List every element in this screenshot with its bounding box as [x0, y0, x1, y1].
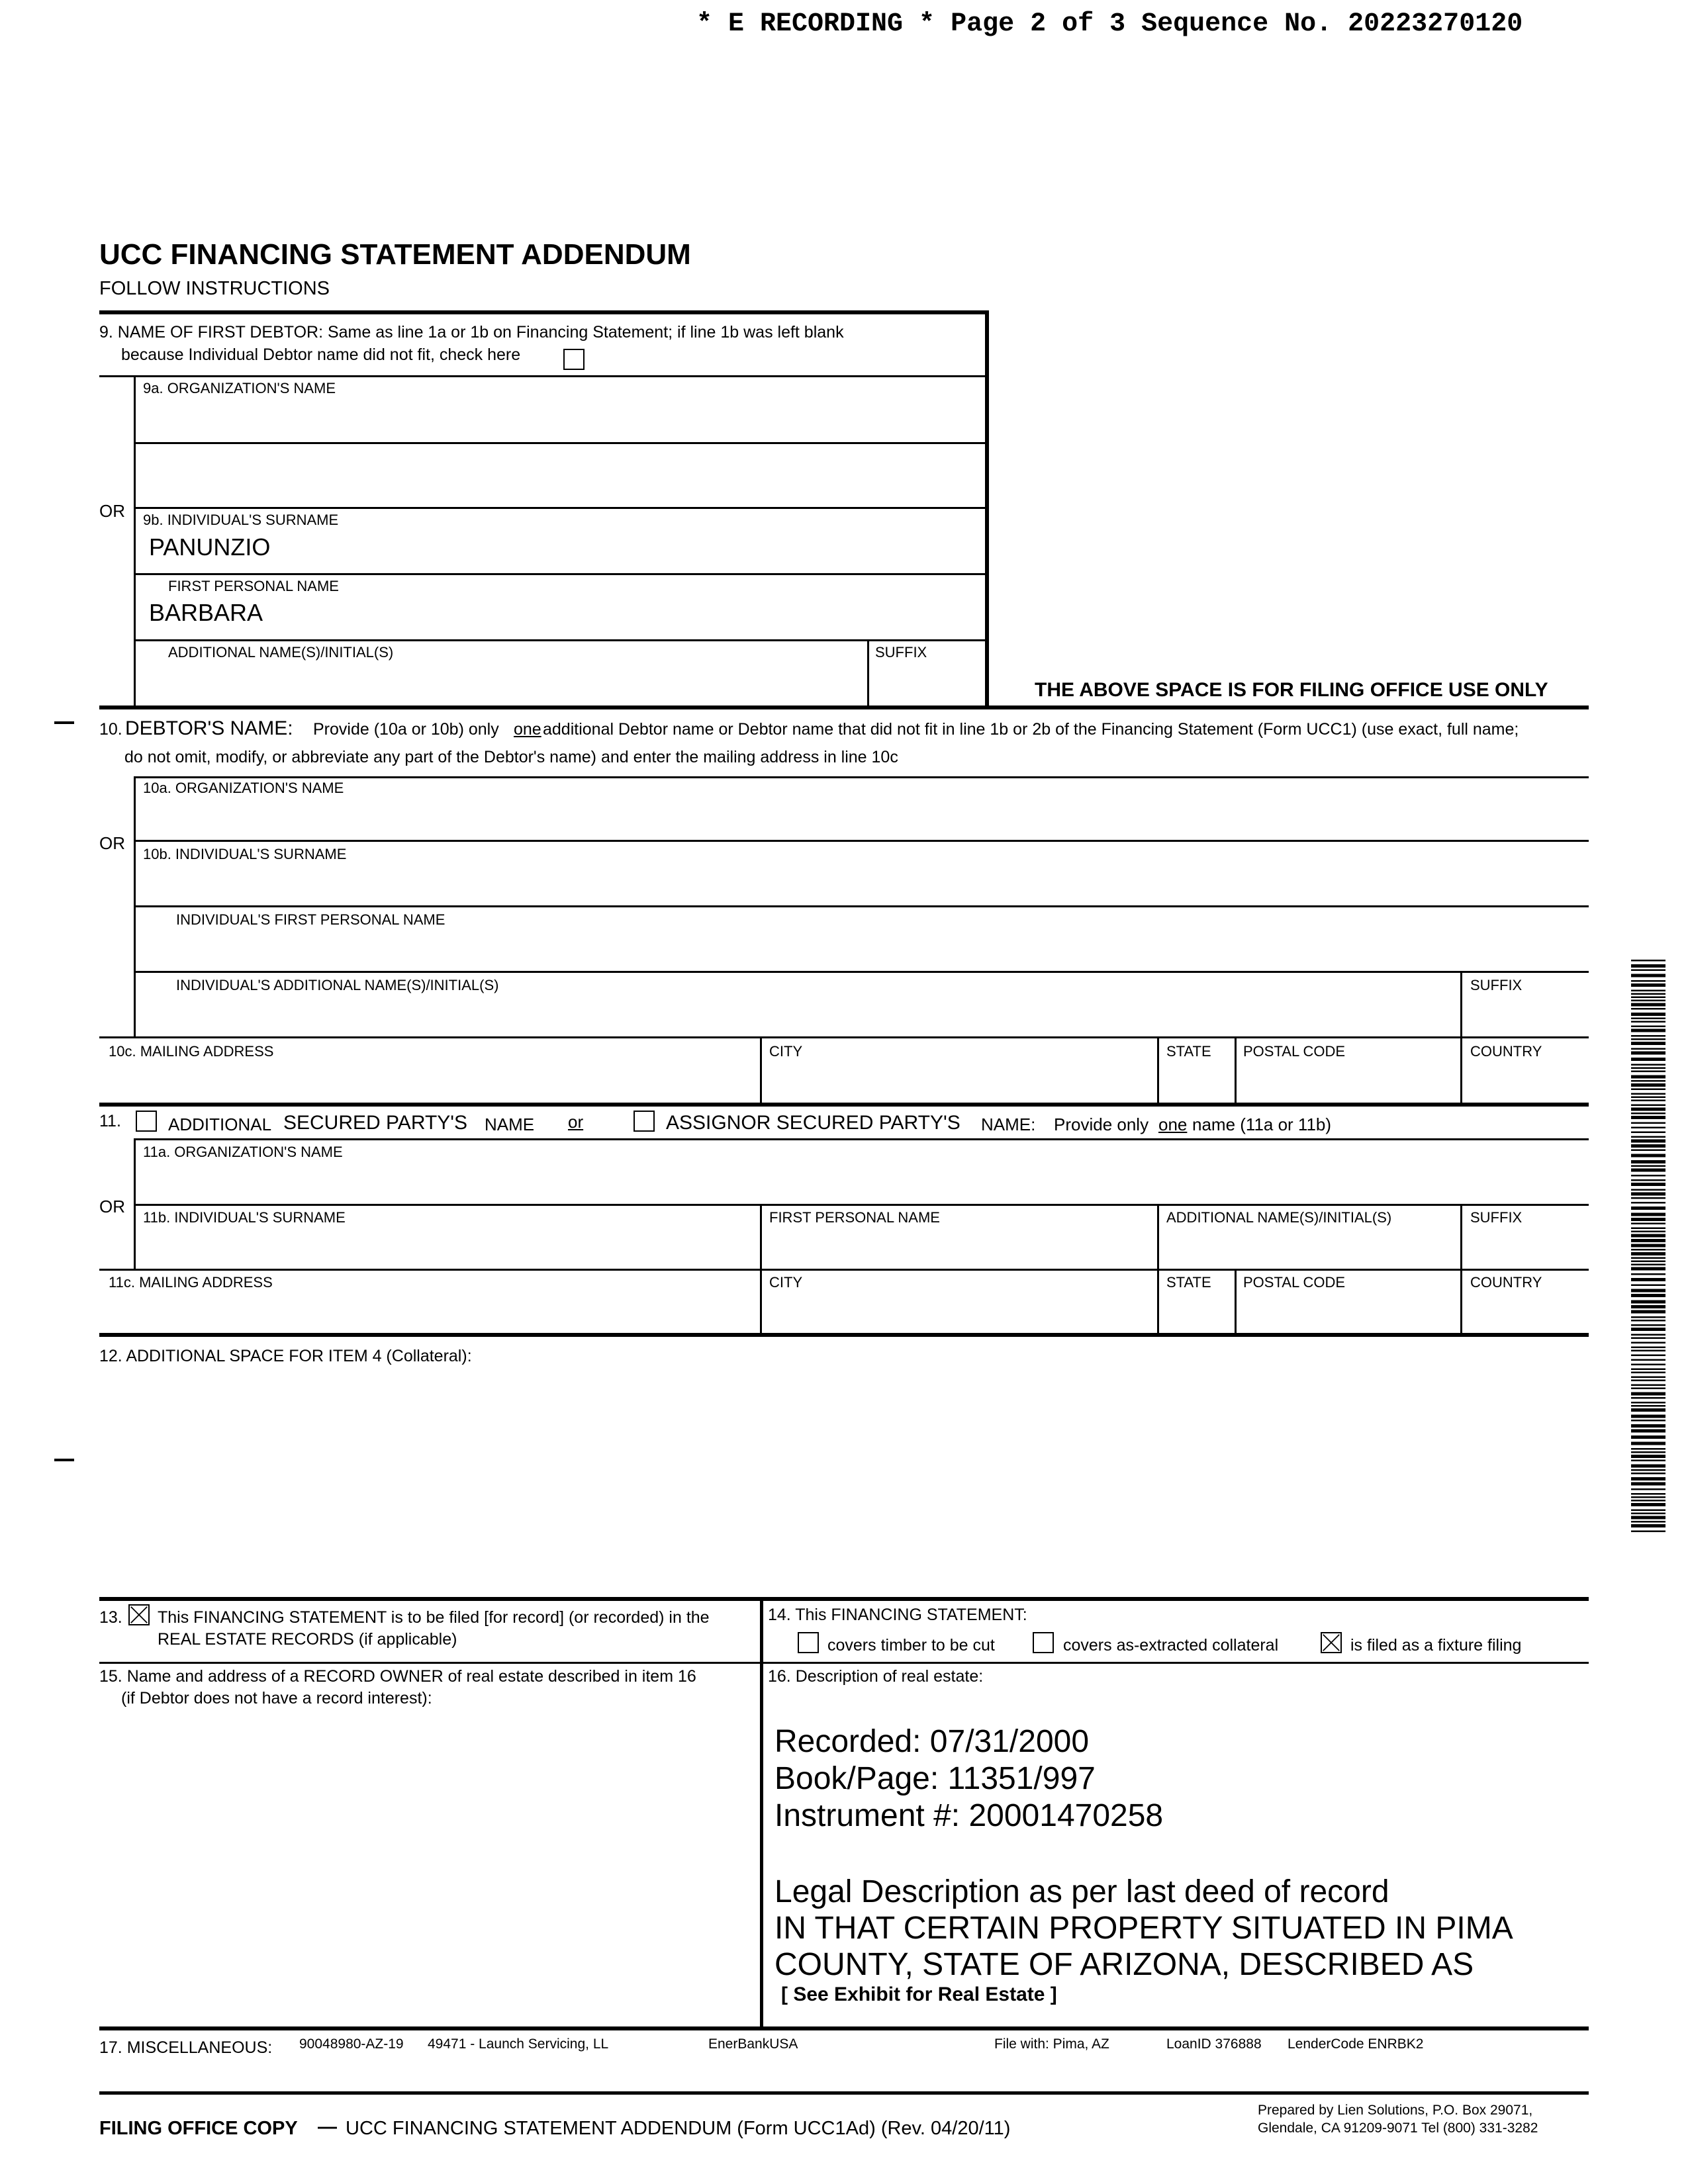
s11-first-divider: [760, 1204, 762, 1335]
s10-suffix-label: SUFFIX: [1470, 977, 1523, 993]
s12-label: 12. ADDITIONAL SPACE FOR ITEM 4 (Collateral):: [99, 1347, 472, 1365]
barcode-bar: [1631, 1359, 1665, 1361]
barcode-bar: [1631, 1154, 1665, 1158]
s10-rule-d: [134, 971, 1589, 973]
s10-text-b: additional Debtor name or Debtor name that did not fit in line 1b or 2b of the Financing Statement (Form UCC1) (use exact, full name;: [543, 720, 1519, 739]
barcode-bar: [1631, 1052, 1665, 1055]
s16-recorded: Recorded: 07/31/2000: [774, 1724, 1090, 1759]
footer-copy-label: FILING OFFICE COPY: [99, 2118, 298, 2139]
barcode-bar: [1631, 1144, 1665, 1148]
barcode-bar: [1631, 1249, 1665, 1251]
barcode-bar: [1631, 1202, 1665, 1204]
s16-book-page: Book/Page: 11351/997: [774, 1761, 1096, 1796]
s10-state-divider: [1157, 1036, 1159, 1103]
footer-dash: —: [318, 2116, 337, 2138]
s9-check-box[interactable]: [563, 349, 585, 370]
barcode-bar: [1631, 970, 1665, 972]
barcode-bar: [1631, 1289, 1665, 1293]
s14-label: 14. This FINANCING STATEMENT:: [768, 1606, 1027, 1624]
barcode-bar: [1631, 1469, 1665, 1471]
barcode-bar: [1631, 1193, 1665, 1196]
barcode-bar: [1631, 1493, 1665, 1495]
barcode-bar: [1631, 1273, 1665, 1275]
barcode-bar: [1631, 1169, 1665, 1172]
barcode-bar: [1631, 1234, 1665, 1238]
s9-additional-name-label: ADDITIONAL NAME(S)/INITIAL(S): [168, 644, 394, 660]
barcode-bar: [1631, 1388, 1665, 1390]
barcode-bar: [1631, 1189, 1665, 1191]
s10-postal-label: POSTAL CODE: [1243, 1043, 1346, 1060]
barcode-bar: [1631, 1342, 1665, 1344]
s10-first-name-label: INDIVIDUAL'S FIRST PERSONAL NAME: [176, 911, 445, 928]
s10-rule-c: [134, 905, 1589, 907]
barcode-bar: [1631, 1377, 1665, 1379]
barcode-bar: [1631, 1008, 1665, 1010]
barcode-bar: [1631, 1420, 1665, 1422]
s17-lender-code: LenderCode ENRBK2: [1288, 2036, 1424, 2052]
s15-label-line1: 15. Name and address of a RECORD OWNER of real estate described in item 16: [99, 1667, 696, 1686]
barcode-bar: [1631, 1510, 1665, 1512]
s11-or-word: or: [568, 1112, 584, 1132]
s11-assignor-label: ASSIGNOR SECURED PARTY'S: [666, 1112, 961, 1134]
s14-timber-check-box[interactable]: [798, 1632, 819, 1653]
s10-rule-b: [134, 840, 1589, 842]
barcode-image: [1631, 960, 1665, 1535]
barcode-bar: [1631, 1405, 1665, 1407]
barcode-bar: [1631, 1197, 1665, 1199]
barcode-bar: [1631, 1257, 1665, 1259]
s11-rule-b: [134, 1204, 1589, 1206]
barcode-bar: [1631, 1136, 1665, 1138]
barcode-bar: [1631, 990, 1665, 992]
barcode-bar: [1631, 1261, 1665, 1263]
barcode-bar: [1631, 1018, 1665, 1020]
s10-or-label: OR: [99, 833, 125, 853]
barcode-bar: [1631, 1068, 1665, 1069]
s9-rule-e: [134, 639, 989, 641]
barcode-bar: [1631, 1500, 1665, 1502]
s11-name-word: NAME: [485, 1115, 535, 1134]
s10a-label: 10a. ORGANIZATION'S NAME: [143, 780, 344, 796]
barcode-bar: [1631, 1503, 1665, 1506]
barcode-bar: [1631, 1320, 1665, 1322]
s10-text-one: one: [514, 720, 541, 739]
barcode-bar: [1631, 1285, 1665, 1287]
s9-top-rule: [99, 310, 989, 314]
barcode-bar: [1631, 1003, 1665, 1007]
s11-suffix-divider: [1460, 1204, 1462, 1335]
s11-provide-one: one: [1158, 1115, 1188, 1134]
s9b-surname-value: PANUNZIO: [149, 533, 271, 561]
barcode-bar: [1631, 1408, 1665, 1412]
s13-top-rule: [99, 1597, 1589, 1601]
s13-number: 13.: [99, 1608, 122, 1627]
barcode-bar: [1631, 1026, 1665, 1028]
s9-instruction-line1: 9. NAME OF FIRST DEBTOR: Same as line 1a or 1b on Financing Statement; if line 1b was left blank: [99, 323, 844, 341]
s9b-label: 9b. INDIVIDUAL'S SURNAME: [143, 512, 339, 528]
s10-additional-name-label: INDIVIDUAL'S ADDITIONAL NAME(S)/INITIAL(S): [176, 977, 499, 993]
barcode-bar: [1631, 1000, 1665, 1002]
s13-text-line2: REAL ESTATE RECORDS (if applicable): [158, 1630, 457, 1649]
barcode-bar: [1631, 1430, 1665, 1433]
s11a-label: 11a. ORGANIZATION'S NAME: [143, 1144, 343, 1160]
barcode-bar: [1631, 1097, 1665, 1099]
barcode-bar: [1631, 1132, 1665, 1134]
barcode-bar: [1631, 1038, 1665, 1040]
barcode-bar: [1631, 1310, 1665, 1314]
s17-servicer: 49471 - Launch Servicing, LL: [428, 2036, 609, 2052]
barcode-bar: [1631, 1402, 1665, 1404]
barcode-bar: [1631, 1179, 1665, 1181]
barcode-bar: [1631, 1048, 1665, 1050]
barcode-bar: [1631, 1415, 1665, 1418]
barcode-bar: [1631, 1380, 1665, 1382]
s11-additional-check-box[interactable]: [136, 1111, 157, 1132]
footer-prepared-line2: Glendale, CA 91209-9071 Tel (800) 331-3282: [1258, 2120, 1538, 2136]
s11-state-label: STATE: [1166, 1274, 1211, 1291]
s10-title: DEBTOR'S NAME:: [125, 717, 293, 739]
s11-provide-text: Provide only: [1054, 1115, 1149, 1134]
barcode-bar: [1631, 1482, 1665, 1486]
form-title: UCC FINANCING STATEMENT ADDENDUM: [99, 238, 691, 271]
barcode-bar: [1631, 1521, 1665, 1523]
barcode-bar: [1631, 1455, 1665, 1458]
barcode-bar: [1631, 1029, 1665, 1032]
s10-text-line2: do not omit, modify, or abbreviate any part of the Debtor's name) and enter the mailing address in line 10c: [124, 748, 898, 766]
s9a-label: 9a. ORGANIZATION'S NAME: [143, 380, 336, 396]
barcode-bar: [1631, 1477, 1665, 1480]
barcode-bar: [1631, 1524, 1665, 1527]
filing-office-note: THE ABOVE SPACE IS FOR FILING OFFICE USE ONLY: [1035, 679, 1548, 701]
barcode-bar: [1631, 1071, 1665, 1073]
footer-top-rule: [99, 2091, 1589, 2095]
s13-text-line1: This FINANCING STATEMENT is to be filed [for record] (or recorded) in the: [158, 1608, 710, 1627]
barcode-bar: [1631, 1372, 1665, 1374]
s14-fixture-check-box[interactable]: [1321, 1632, 1342, 1653]
barcode-bar: [1631, 1206, 1665, 1210]
barcode-bar: [1631, 997, 1665, 999]
s11-additional-name-label: ADDITIONAL NAME(S)/INITIAL(S): [1166, 1209, 1392, 1226]
s11-city-label: CITY: [769, 1274, 803, 1291]
barcode-bar: [1631, 1294, 1665, 1297]
s11-addl-divider: [1157, 1204, 1159, 1335]
barcode-bar: [1631, 1488, 1665, 1490]
barcode-bar: [1631, 1218, 1665, 1221]
barcode-bar: [1631, 1392, 1665, 1396]
barcode-bar: [1631, 1183, 1665, 1186]
barcode-bar: [1631, 1140, 1665, 1143]
s16-property-line2: COUNTY, STATE OF ARIZONA, DESCRIBED AS: [774, 1947, 1474, 1982]
barcode-bar: [1631, 1324, 1665, 1326]
s13-check-box[interactable]: [128, 1604, 150, 1625]
s9-rule-a: [99, 375, 989, 377]
s11-postal-divider: [1235, 1269, 1237, 1335]
s10-state-label: STATE: [1166, 1043, 1211, 1060]
s16-instrument: Instrument #: 20001470258: [774, 1798, 1164, 1833]
s10-city-divider: [760, 1036, 762, 1103]
barcode-bar: [1631, 1338, 1665, 1340]
s16-property-line1: IN THAT CERTAIN PROPERTY SITUATED IN PIMA: [774, 1911, 1513, 1946]
s16-legal-description: Legal Description as per last deed of record: [774, 1874, 1389, 1909]
barcode-bar: [1631, 993, 1665, 995]
barcode-bar: [1631, 1021, 1665, 1023]
s10-rule-a: [134, 776, 1589, 778]
barcode-bar: [1631, 1355, 1665, 1357]
s10c-mailing-label: 10c. MAILING ADDRESS: [109, 1043, 274, 1060]
barcode-bar: [1631, 1150, 1665, 1152]
barcode-bar: [1631, 1451, 1665, 1453]
s9-first-name-label: FIRST PERSONAL NAME: [168, 578, 339, 594]
barcode-bar: [1631, 1064, 1665, 1066]
s9-rule-c: [134, 507, 989, 509]
s11-secured-party-label: SECURED PARTY'S: [283, 1112, 468, 1134]
barcode-bar: [1631, 1334, 1665, 1336]
s9-suffix-label: SUFFIX: [875, 644, 927, 660]
s16-exhibit-note: [ See Exhibit for Real Estate ]: [781, 1983, 1057, 2005]
barcode-bar: [1631, 1435, 1665, 1439]
s11-number: 11.: [99, 1112, 121, 1130]
barcode-bar: [1631, 1165, 1665, 1167]
barcode-bar: [1631, 1264, 1665, 1266]
s9-rule-b: [134, 442, 989, 444]
s10-city-label: CITY: [769, 1043, 803, 1060]
barcode-bar: [1631, 1080, 1665, 1082]
s11-bottom-rule: [99, 1333, 1589, 1337]
s11-postal-label: POSTAL CODE: [1243, 1274, 1346, 1291]
barcode-bar: [1631, 1035, 1665, 1037]
s11c-mailing-label: 11c. MAILING ADDRESS: [109, 1274, 273, 1291]
barcode-bar: [1631, 1122, 1665, 1124]
s10-rule-e: [99, 1036, 1589, 1038]
s10-text-a: Provide (10a or 10b) only: [313, 720, 499, 739]
s11-name-colon: NAME:: [981, 1115, 1036, 1134]
barcode-bar: [1631, 1465, 1665, 1468]
s10b-label: 10b. INDIVIDUAL'S SURNAME: [143, 846, 347, 862]
s9-rule-d: [134, 573, 989, 575]
barcode-bar: [1631, 1213, 1665, 1216]
s11-first-name-label: FIRST PERSONAL NAME: [769, 1209, 940, 1226]
barcode-bar: [1631, 960, 1665, 962]
s11-rule-c: [99, 1269, 1589, 1271]
barcode-bar: [1631, 1244, 1665, 1248]
s11-rule-a: [134, 1138, 1589, 1140]
s10-number: 10.: [99, 720, 122, 739]
barcode-bar: [1631, 1116, 1665, 1119]
barcode-bar: [1631, 1252, 1665, 1255]
s11-additional-label: ADDITIONAL: [168, 1115, 272, 1134]
s15-label-line2: (if Debtor does not have a record interest):: [121, 1689, 432, 1707]
barcode-bar: [1631, 1175, 1665, 1177]
follow-instructions: FOLLOW INSTRUCTIONS: [99, 278, 330, 299]
barcode-bar: [1631, 1267, 1665, 1271]
s11b-label: 11b. INDIVIDUAL'S SURNAME: [143, 1209, 346, 1226]
barcode-bar: [1631, 1316, 1665, 1318]
s10-top-rule: [99, 705, 1589, 709]
barcode-bar: [1631, 1442, 1665, 1445]
footer-prepared-line1: Prepared by Lien Solutions, P.O. Box 29071,: [1258, 2103, 1533, 2118]
barcode-bar: [1631, 1364, 1665, 1366]
s17-top-rule: [99, 2026, 1589, 2030]
barcode-bar: [1631, 1231, 1665, 1233]
s9-suffix-divider: [867, 639, 869, 705]
s10-postal-divider: [1235, 1036, 1237, 1103]
s11-top-rule: [99, 1103, 1589, 1107]
barcode-bar: [1631, 980, 1665, 982]
s11-suffix-label: SUFFIX: [1470, 1209, 1523, 1226]
s14-fixture-checkmark-icon: [1322, 1633, 1340, 1652]
s17-label: 17. MISCELLANEOUS:: [99, 2038, 273, 2057]
barcode-bar: [1631, 1328, 1665, 1331]
s17-account: 90048980-AZ-19: [299, 2036, 404, 2052]
s14-timber-label: covers timber to be cut: [827, 1636, 995, 1655]
s16-label: 16. Description of real estate:: [768, 1667, 984, 1686]
barcode-bar: [1631, 1350, 1665, 1352]
barcode-bar: [1631, 1496, 1665, 1498]
barcode-bar: [1631, 1347, 1665, 1349]
barcode-bar: [1631, 1093, 1665, 1095]
barcode-bar: [1631, 1058, 1665, 1061]
s14-extracted-label: covers as-extracted collateral: [1063, 1636, 1279, 1655]
barcode-bar: [1631, 964, 1665, 968]
s13-checkmark-icon: [130, 1606, 148, 1624]
barcode-bar: [1631, 1369, 1665, 1371]
barcode-bar: [1631, 1300, 1665, 1304]
barcode-bar: [1631, 1305, 1665, 1308]
barcode-bar: [1631, 1424, 1665, 1428]
barcode-bar: [1631, 1083, 1665, 1087]
s17-file-with: File with: Pima, AZ: [994, 2036, 1109, 2052]
barcode-bar: [1631, 1516, 1665, 1520]
barcode-bar: [1631, 1397, 1665, 1399]
s17-loan-id: LoanID 376888: [1166, 2036, 1262, 2052]
barcode-bar: [1631, 1278, 1665, 1281]
s9-or-label: OR: [99, 501, 125, 521]
barcode-bar: [1631, 1113, 1665, 1115]
barcode-bar: [1631, 1513, 1665, 1515]
s9-first-name-value: BARBARA: [149, 599, 263, 626]
barcode-bar: [1631, 1531, 1665, 1533]
s17-bank: EnerBankUSA: [708, 2036, 798, 2052]
barcode-bar: [1631, 1042, 1665, 1045]
barcode-bar: [1631, 1228, 1665, 1230]
s14-fixture-label: is filed as a fixture filing: [1350, 1636, 1522, 1655]
s9-inner-left-rule: [134, 375, 136, 705]
s10-country-label: COUNTRY: [1470, 1043, 1542, 1060]
s11-assignor-check-box[interactable]: [633, 1111, 655, 1132]
barcode-bar: [1631, 1127, 1665, 1129]
barcode-bar: [1631, 1385, 1665, 1387]
s9-instruction-line2: because Individual Debtor name did not fit, check here: [121, 345, 521, 364]
s11-or-label: OR: [99, 1197, 125, 1216]
barcode-bar: [1631, 1105, 1665, 1107]
s11-country-label: COUNTRY: [1470, 1274, 1542, 1291]
barcode-bar: [1631, 1089, 1665, 1091]
margin-mark-bottom: [54, 1459, 74, 1461]
barcode-bar: [1631, 1108, 1665, 1111]
barcode-bar: [1631, 1160, 1665, 1163]
footer-form-name: UCC FINANCING STATEMENT ADDENDUM (Form UCC1Ad) (Rev. 04/20/11): [346, 2118, 1011, 2139]
s10-suffix-divider: [1460, 971, 1462, 1103]
barcode-bar: [1631, 1239, 1665, 1242]
barcode-bar: [1631, 983, 1665, 987]
s14-extracted-check-box[interactable]: [1033, 1632, 1054, 1653]
barcode-bar: [1631, 1473, 1665, 1475]
recording-banner: * E RECORDING * Page 2 of 3 Sequence No. 20223270120: [696, 9, 1523, 39]
barcode-bar: [1631, 1075, 1665, 1079]
margin-mark-top: [54, 721, 74, 724]
s13-rule-b: [99, 1662, 1589, 1664]
barcode-bar: [1631, 974, 1665, 978]
barcode-bar: [1631, 1460, 1665, 1462]
barcode-bar: [1631, 1448, 1665, 1450]
barcode-bar: [1631, 1013, 1665, 1016]
barcode-bar: [1631, 1100, 1665, 1102]
s11-provide-end: name (11a or 11b): [1192, 1115, 1332, 1134]
barcode-bar: [1631, 1223, 1665, 1225]
